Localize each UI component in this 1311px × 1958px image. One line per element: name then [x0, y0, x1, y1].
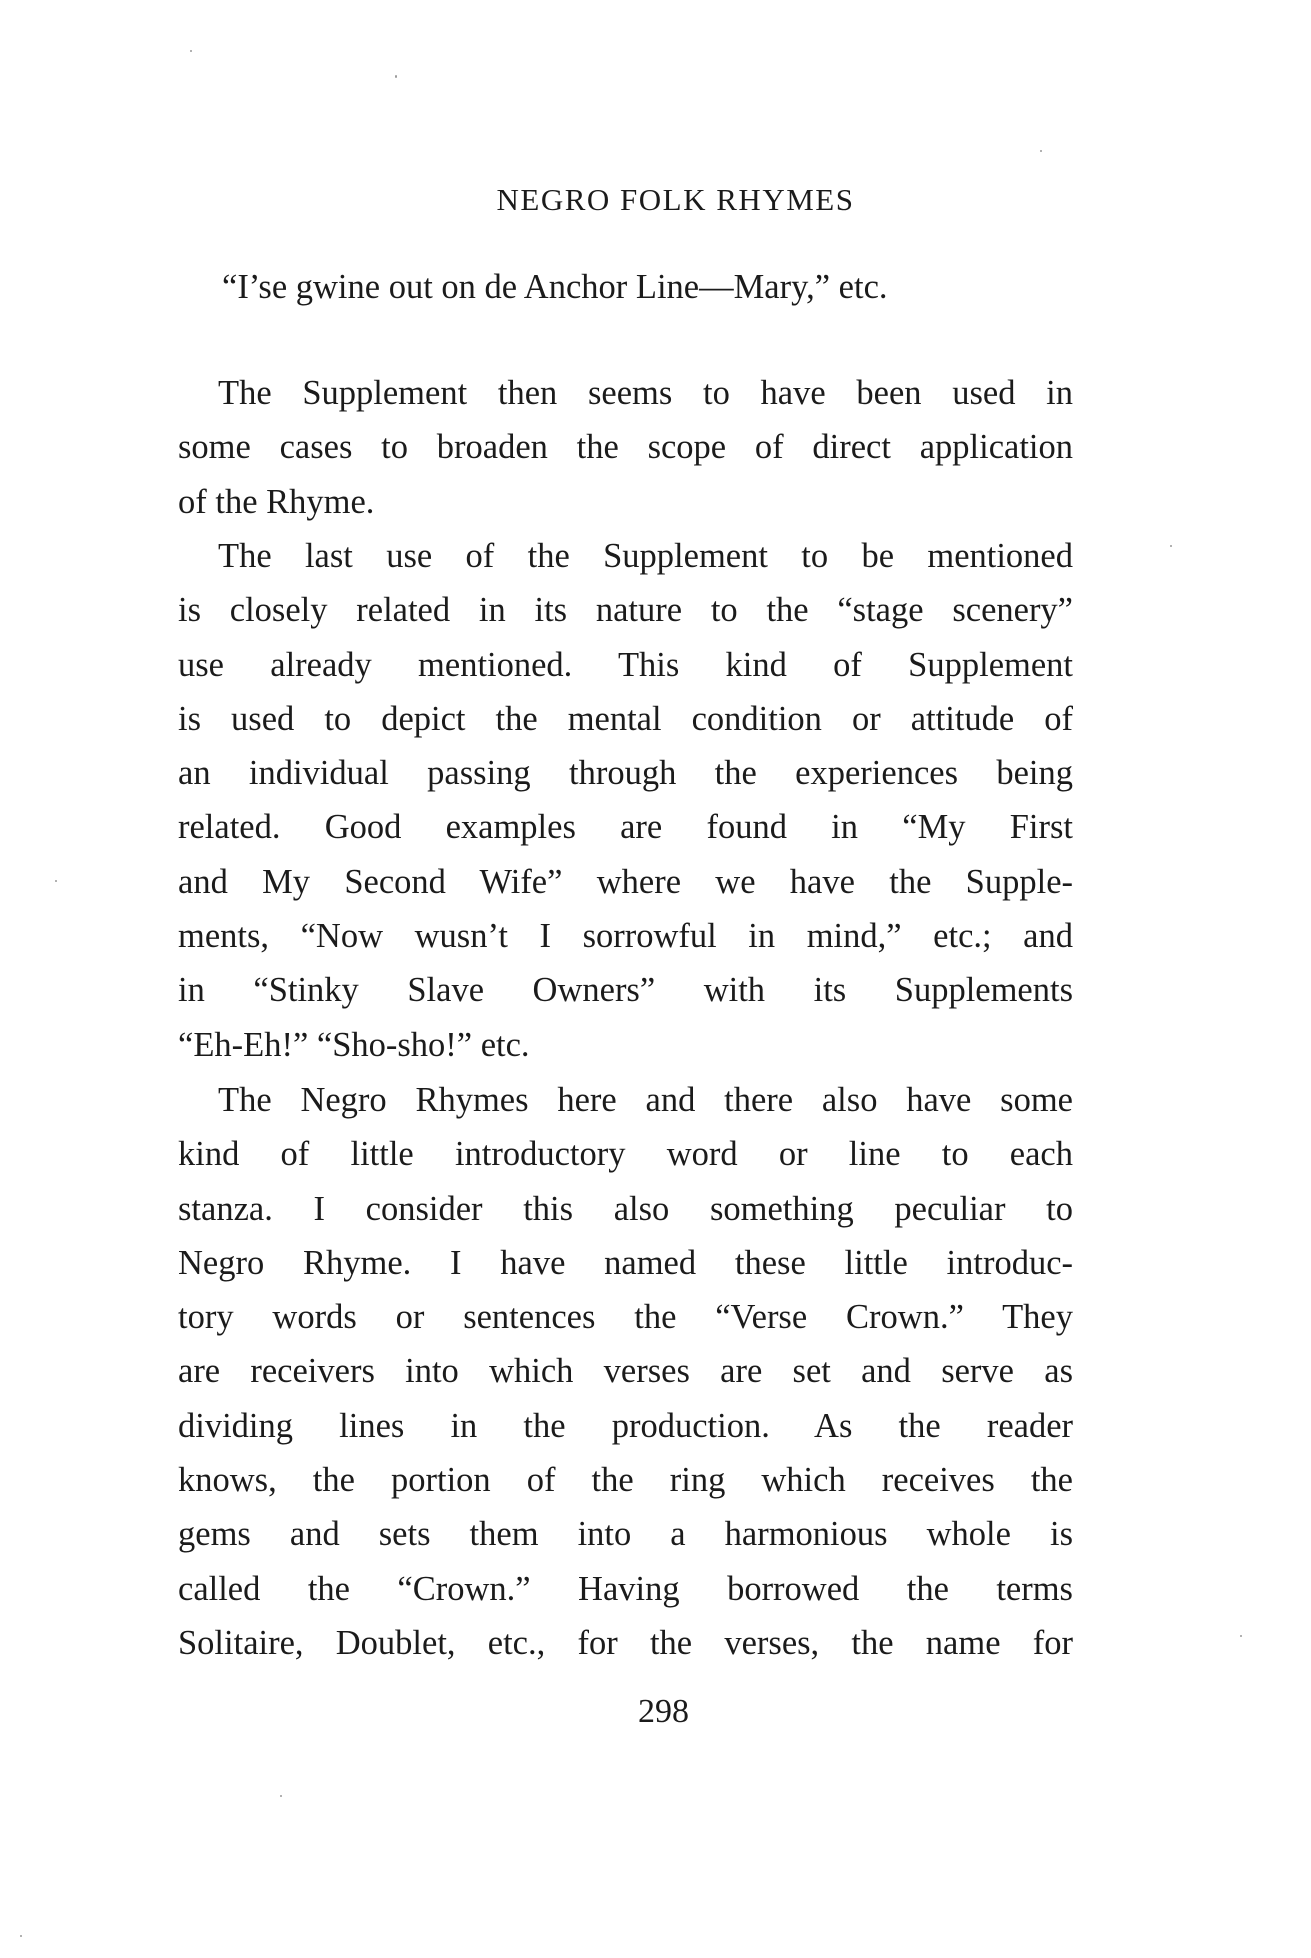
- text-line: is used to depict the mental condition or attitude of: [178, 699, 1073, 738]
- scan-speck: [190, 50, 192, 52]
- text-line: Solitaire, Doublet, etc., for the verses, the name for: [178, 1623, 1073, 1662]
- scan-speck: [395, 75, 397, 78]
- text-line: related. Good examples are found in “My First: [178, 808, 1073, 847]
- scan-speck: [55, 880, 57, 882]
- text-line: stanza. I consider this also something peculiar to: [178, 1189, 1073, 1228]
- text-line: tory words or sentences the “Verse Crown.” They: [178, 1298, 1073, 1337]
- text-line: The Negro Rhymes here and there also have some: [218, 1081, 1073, 1119]
- scan-speck: [1040, 150, 1042, 152]
- scan-speck: [20, 1935, 22, 1937]
- text-line: are receivers into which verses are set and serve as: [178, 1352, 1073, 1391]
- text-line: ments, “Now wusn’t I sorrowful in mind,” etc.; and: [178, 917, 1073, 956]
- text-line: and My Second Wife” where we have the Supple-: [178, 862, 1073, 901]
- text-line: “Eh-Eh!” “Sho-sho!” etc.: [178, 1025, 530, 1064]
- text-line: some cases to broaden the scope of direct application: [178, 428, 1073, 467]
- running-head: NEGRO FOLK RHYMES: [496, 182, 855, 217]
- text-line: The last use of the Supplement to be mentioned: [218, 537, 1073, 575]
- text-line: The Supplement then seems to have been used in: [218, 374, 1073, 412]
- paragraph-2: [178, 529, 1073, 1072]
- text-line: is closely related in its nature to the “stage scenery”: [178, 591, 1073, 630]
- text-line: use already mentioned. This kind of Supplement: [178, 645, 1073, 684]
- scan-speck: [1240, 1635, 1242, 1637]
- scan-speck: [1170, 545, 1172, 547]
- text-line: in “Stinky Slave Owners” with its Supplements: [178, 971, 1073, 1010]
- page-number: 298: [638, 1693, 689, 1730]
- text-line: called the “Crown.” Having borrowed the terms: [178, 1569, 1073, 1608]
- paragraph-1: [178, 366, 1073, 529]
- text-line: an individual passing through the experiences being: [178, 754, 1073, 793]
- text-line: Negro Rhyme. I have named these little introduc-: [178, 1243, 1073, 1282]
- scan-speck: [280, 1795, 282, 1797]
- quoted-verse-line: “I’se gwine out on de Anchor Line—Mary,” etc.: [222, 268, 888, 306]
- paragraph-3: [178, 1073, 1073, 1670]
- text-line: gems and sets them into a harmonious whole is: [178, 1515, 1073, 1554]
- text-line: knows, the portion of the ring which receives the: [178, 1461, 1073, 1500]
- text-line: dividing lines in the production. As the reader: [178, 1406, 1073, 1445]
- text-line: of the Rhyme.: [178, 482, 375, 521]
- text-line: kind of little introductory word or line to each: [178, 1135, 1073, 1174]
